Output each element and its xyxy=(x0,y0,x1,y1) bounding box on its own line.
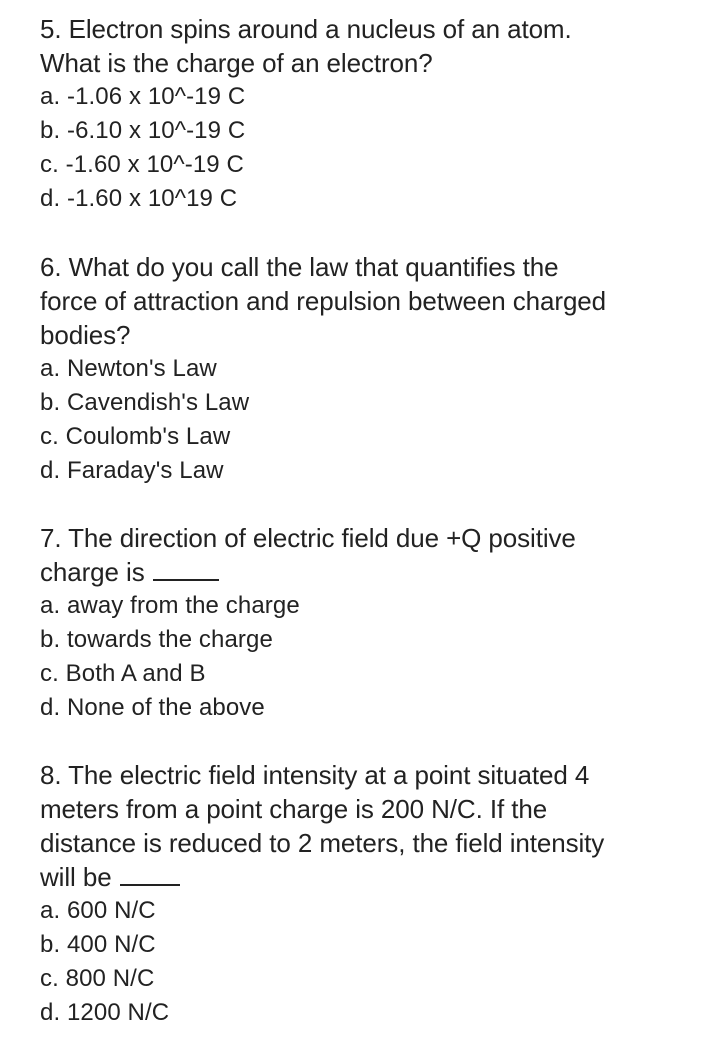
question-text-line: distance is reduced to 2 meters, the field intensity xyxy=(40,828,605,858)
option-a: a. 600 N/C xyxy=(40,897,156,924)
question-text xyxy=(40,250,700,352)
option-c: c. Coulomb's Law xyxy=(40,423,231,450)
question-5 xyxy=(40,12,700,216)
option-d: d. 1200 N/C xyxy=(40,999,170,1026)
option-b: b. towards the charge xyxy=(40,626,273,653)
option-c: c. -1.60 x 10^-19 C xyxy=(40,151,244,178)
option-b: b. -6.10 x 10^-19 C xyxy=(40,117,246,144)
question-text-line: 7. The direction of electric field due +Q positive xyxy=(40,523,576,553)
option-b: b. Cavendish's Law xyxy=(40,389,250,416)
options-list xyxy=(40,894,700,1030)
options-list xyxy=(40,80,700,216)
question-text-line: force of attraction and repulsion between charged xyxy=(40,286,607,316)
answer-blank xyxy=(120,884,180,886)
question-text-line: meters from a point charge is 200 N/C. If the xyxy=(40,794,548,824)
option-c: c. 800 N/C xyxy=(40,965,155,992)
question-text-line: 8. The electric field intensity at a point situated 4 xyxy=(40,760,590,790)
option-c: c. Both A and B xyxy=(40,660,206,687)
question-text-line: charge is xyxy=(40,557,145,587)
option-b: b. 400 N/C xyxy=(40,931,156,958)
option-a: a. away from the charge xyxy=(40,592,300,619)
question-text xyxy=(40,12,700,80)
option-d: d. Faraday's Law xyxy=(40,457,224,484)
question-text-line: What is the charge of an electron? xyxy=(40,48,433,78)
question-text xyxy=(40,521,700,589)
question-7 xyxy=(40,521,700,725)
question-text-line: will be xyxy=(40,862,112,892)
question-text xyxy=(40,758,700,894)
option-d: d. -1.60 x 10^19 C xyxy=(40,185,238,212)
question-8 xyxy=(40,758,700,1030)
question-text-line: bodies? xyxy=(40,320,131,350)
options-list xyxy=(40,352,700,488)
option-a: a. Newton's Law xyxy=(40,355,217,382)
question-text-line: 5. Electron spins around a nucleus of an atom. xyxy=(40,14,572,44)
option-a: a. -1.06 x 10^-19 C xyxy=(40,83,246,110)
question-6 xyxy=(40,250,700,488)
answer-blank xyxy=(153,579,219,581)
option-d: d. None of the above xyxy=(40,694,265,721)
options-list xyxy=(40,589,700,725)
question-text-line: 6. What do you call the law that quantifies the xyxy=(40,252,559,282)
